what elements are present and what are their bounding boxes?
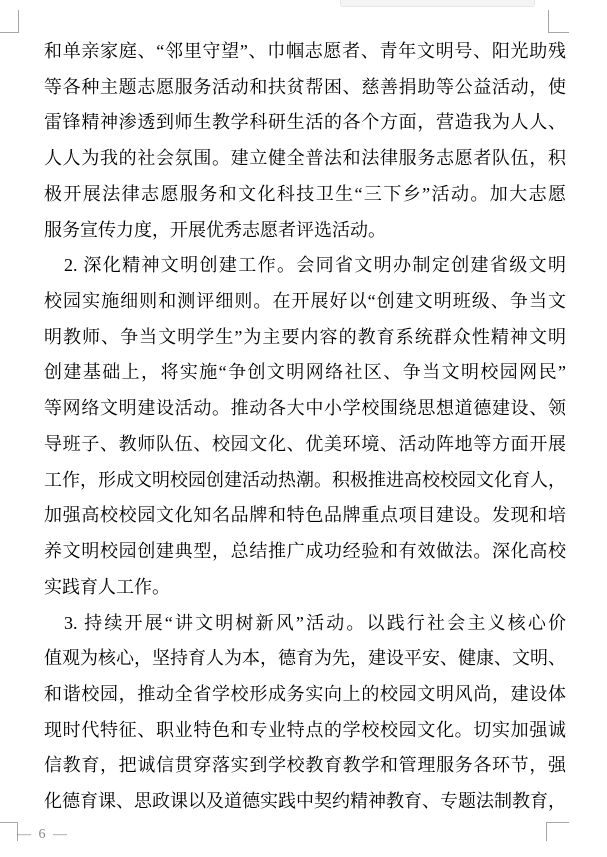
text-line: 创建基础上，将实施“争创文明网络社区、争当文明校园网民”	[44, 362, 566, 383]
window-edge-fragment	[340, 0, 535, 7]
text-line: 等各种主题志愿服务活动和扶贫帮困、慈善捐助等公益活动，使	[44, 76, 566, 97]
text-line: 极开展法律志愿服务和文化科技卫生“三下乡”活动。加大志愿	[44, 183, 566, 204]
text-line: 工作，形成文明校园创建活动热潮。积极推进高校校园文化育人，	[44, 469, 566, 490]
text-boundary-mark-bottom-right	[546, 822, 569, 841]
text-line: 现时代特征、职业特色和专业特点的学校校园文化。切实加强诚	[44, 719, 566, 740]
text-line: 服务宣传力度，开展优秀志愿者评选活动。	[44, 219, 386, 240]
text-line: 等网络文明建设活动。推动各大中小学校围绕思想道德建设、领	[44, 398, 566, 419]
page-number: — 6 —	[17, 827, 69, 842]
text-line: 化德育课、思政课以及道德实践中契约精神教育、专题法制教育，	[44, 791, 566, 812]
text-line: 明教师、争当文明学生”为主要内容的教育系统群众性精神文明	[44, 326, 566, 347]
text-line: 雷锋精神渗透到师生教学科研生活的各个方面，营造我为人人、	[44, 112, 566, 133]
text-line: 人人为我的社会氛围。建立健全普法和法律服务志愿者队伍，积	[44, 148, 566, 169]
text-line: 和谐校园，推动全省学校形成务实向上的校园文明风尚，建设体	[44, 683, 566, 704]
text-boundary-mark-top-right	[548, 10, 569, 33]
text-line: 加强高校校园文化知名品牌和特色品牌重点项目建设。发现和培	[44, 505, 566, 526]
document-text	[44, 34, 566, 820]
text-line: 导班子、教师队伍、校园文化、优美环境、活动阵地等方面开展	[44, 433, 566, 454]
text-boundary-mark-bottom-left	[0, 822, 18, 841]
text-line: 值观为核心，坚持育人为本，德育为先，建设平安、健康、文明、	[44, 648, 566, 669]
text-line: 2. 深化精神文明创建工作。会同省文明办制定创建省级文明	[64, 255, 566, 276]
text-boundary-mark-top-left	[0, 10, 19, 33]
text-line: 和单亲家庭、“邻里守望”、巾帼志愿者、青年文明号、阳光助残	[44, 41, 566, 61]
text-line: 信教育，把诚信贯穿落实到学校教育教学和管理服务各环节，强	[44, 755, 566, 776]
text-line: 3. 持续开展“讲文明树新风”活动。以践行社会主义核心价	[64, 612, 566, 633]
text-line: 校园实施细则和测评细则。在开展好以“创建文明班级、争当文	[44, 291, 566, 312]
text-line: 养文明校园创建典型，总结推广成功经验和有效做法。深化高校	[44, 541, 566, 562]
text-line: 实践育人工作。	[44, 576, 170, 597]
